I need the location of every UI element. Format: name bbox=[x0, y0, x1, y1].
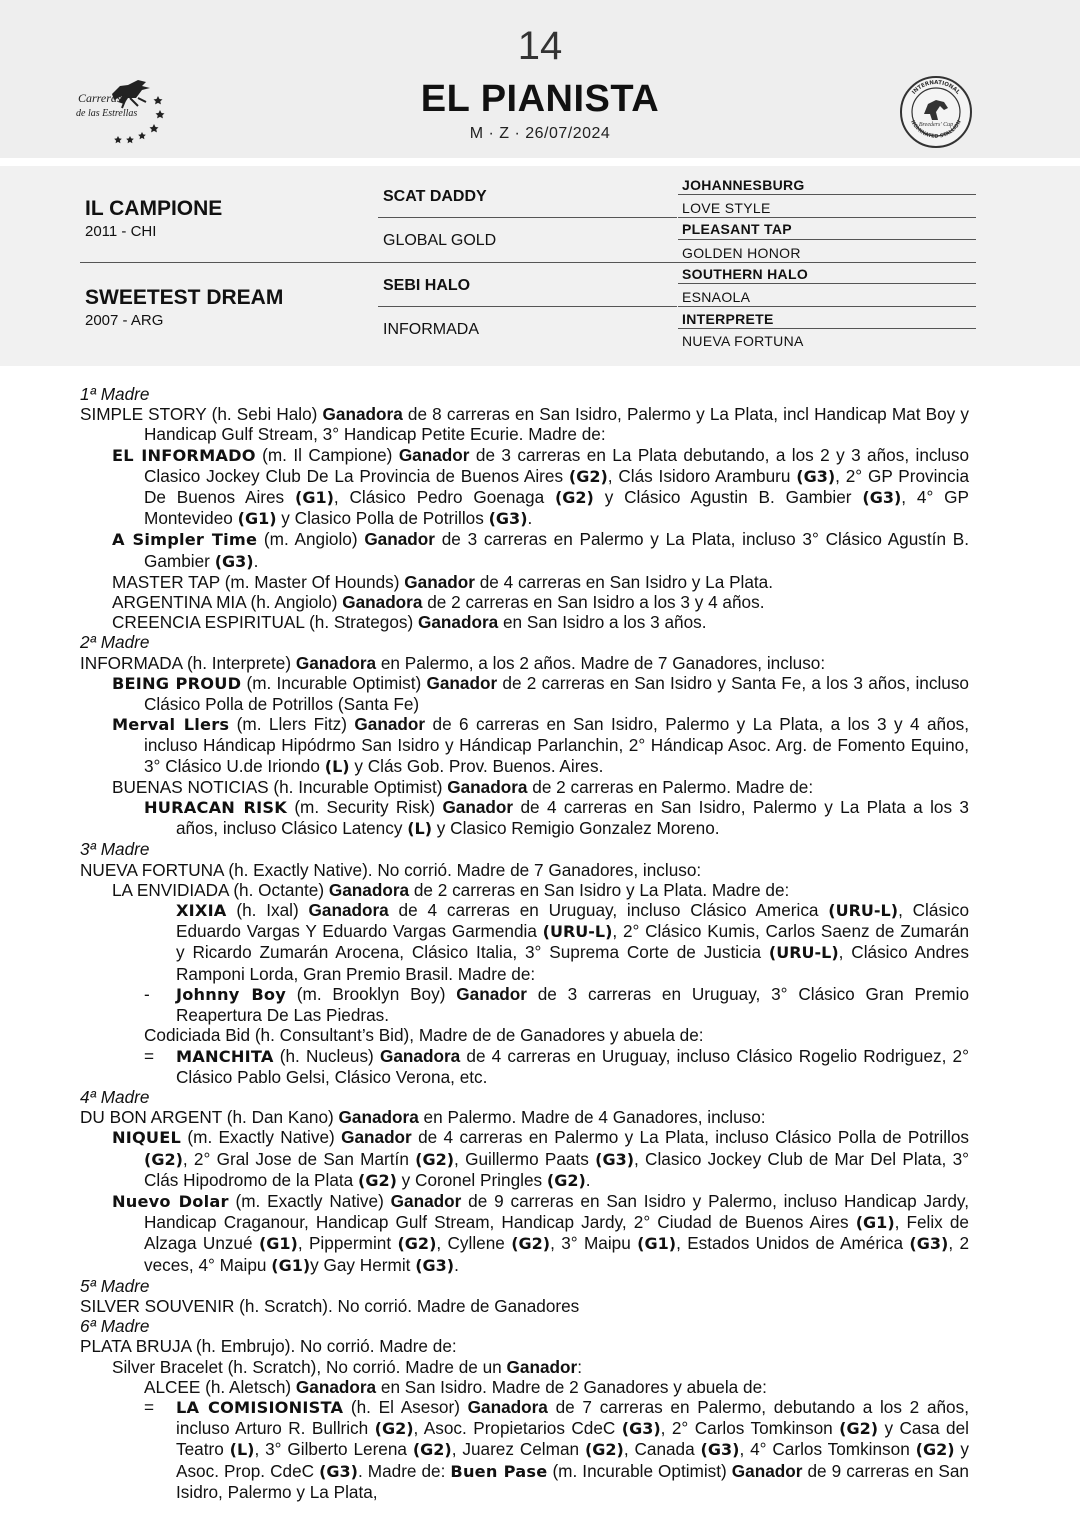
dam-entry-6: PLATA BRUJA (h. Embrujo). No corrió. Madre de: bbox=[80, 1336, 457, 1357]
dam-heading-6: 6ª Madre bbox=[80, 1316, 150, 1337]
dam-dam: INFORMADA bbox=[383, 321, 479, 338]
horse-details: M · Z · 26/07/2024 bbox=[469, 125, 611, 142]
breeders-cup-seal bbox=[898, 74, 974, 150]
ggp-3: PLEASANT TAP bbox=[682, 221, 792, 237]
produce-entry: ARGENTINA MIA (h. Angiolo) Ganadora de 2 carreras en San Isidro a los 3 y 4 años. bbox=[112, 592, 765, 613]
dam-heading-4: 4ª Madre bbox=[80, 1086, 150, 1107]
page-header bbox=[0, 0, 1080, 158]
produce-entry: BEING PROUD (m. Incurable Optimist) Ganador de 2 carreras en San Isidro y Santa Fe, a los 3 años, incluso Clásico Polla de Potrillos (Santa Fe) bbox=[112, 672, 969, 715]
dam-heading-2: 2ª Madre bbox=[80, 632, 150, 653]
pedigree-divider bbox=[378, 217, 677, 218]
produce-entry: ALCEE (h. Aletsch) Ganadora en San Isidro. Madre de 2 Ganadores y abuela de: bbox=[144, 1376, 767, 1397]
produce-entry: MASTER TAP (m. Master Of Hounds) Ganador de 4 carreras en San Isidro y La Plata. bbox=[112, 571, 774, 592]
ggp-5: SOUTHERN HALO bbox=[682, 266, 809, 282]
ggp-1: JOHANNESBURG bbox=[682, 177, 805, 193]
produce-entry: CREENCIA ESPIRITUAL (h. Strategos) Ganadora en San Isidro a los 3 años. bbox=[112, 612, 707, 633]
dam-entry-4: DU BON ARGENT (h. Dan Kano) Ganadora en Palermo. Madre de 4 Ganadores, incluso: bbox=[80, 1107, 766, 1128]
family-section bbox=[80, 384, 969, 1502]
ggp-2: LOVE STYLE bbox=[682, 200, 771, 216]
pedigree-divider bbox=[378, 306, 677, 307]
dam-entry-3: NUEVA FORTUNA (h. Exactly Native). No corrió. Madre de 7 Ganadores, incluso: bbox=[80, 859, 702, 880]
dam-heading-3: 3ª Madre bbox=[80, 839, 150, 860]
produce-entry: = MANCHITA (h. Nucleus) Ganadora de 4 carreras en Uruguay, incluso Clásico Rogelio Rodriguez, 2° Clásico Pablo Gelsi, Clásico Verona, etc. bbox=[144, 1045, 969, 1087]
dam-entry-1: SIMPLE STORY (h. Sebi Halo) Ganadora de 8 carreras en San Isidro, Palermo y La Plata, incl Handicap Mat Boy y Handicap Gulf Stream, 3° Handicap Petite Ecurie. Madre de: bbox=[80, 404, 969, 445]
dam-heading-5: 5ª Madre bbox=[80, 1275, 150, 1296]
sire-sire: SCAT DADDY bbox=[383, 188, 487, 205]
ggp-4: GOLDEN HONOR bbox=[682, 245, 801, 261]
ggp-7: INTERPRETE bbox=[682, 311, 774, 327]
dam-sire: SEBI HALO bbox=[383, 277, 471, 294]
produce-entry: BUENAS NOTICIAS (h. Incurable Optimist) Ganadora de 2 carreras en Palermo. Madre de: bbox=[112, 776, 814, 797]
sire-name: IL CAMPIONE bbox=[85, 197, 223, 220]
pedigree-divider bbox=[678, 283, 976, 284]
ggp-6: ESNAOLA bbox=[682, 289, 751, 305]
produce-entry: Silver Bracelet (h. Scratch), No corrió. Madre de un Ganador: bbox=[112, 1356, 582, 1377]
carreras-estrellas-logo bbox=[72, 76, 172, 146]
dam-heading-1: 1ª Madre bbox=[80, 384, 150, 404]
produce-entry: LA ENVIDIADA (h. Octante) Ganadora de 2 carreras en San Isidro y La Plata. Madre de: bbox=[112, 879, 790, 900]
seal-text-top: INTERNATIONAL bbox=[911, 79, 961, 96]
sire-info: 2011 - CHI bbox=[85, 223, 157, 240]
produce-entry: XIXIA (h. Ixal) Ganadora de 4 carreras en Uruguay, incluso Clásico America (URU-L), Clásico Eduardo Vargas Y Eduardo Vargas Garmendia (URU-L), 2° Clásico Kumis, Carlos Saenz de Zumarán y Ricardo Zumarán Arocena, Clásico Italia, 3° Suprema Corte de Justicia (URU-L), Clásico Andres Ramponi Lorda, Gran Premio Brasil. Madre de: bbox=[176, 900, 970, 984]
pedigree-divider bbox=[80, 262, 976, 263]
seal-text-center: Breeders' Cup bbox=[918, 122, 954, 128]
logo-text-2: de las Estrellas bbox=[76, 108, 138, 119]
pedigree-table bbox=[0, 166, 1080, 366]
produce-entry: Codiciada Bid (h. Consultant’s Bid), Madre de de Ganadores y abuela de: bbox=[144, 1025, 704, 1046]
produce-entry: EL INFORMADO (m. Il Campione) Ganador de 3 carreras en La Plata debutando, a los 2 y 3 años, incluso Clasico Jockey Club De La Provincia de Buenos Aires (G2), Clás Isidoro Aramburu (G3), 2° GP Provincia De Buenos Aires (G1), Clásico Pedro Goenaga (G2) y Clásico Agustin B. Gambier (G3), 4° GP Montevideo (G1) y Clasico Polla de Potrillos (G3). bbox=[112, 444, 969, 529]
dam-entry-5: SILVER SOUVENIR (h. Scratch). No corrió. Madre de Ganadores bbox=[80, 1295, 580, 1316]
produce-entry: A Simpler Time (m. Angiolo) Ganador de 3 carreras en Palermo y La Plata, incluso 3° Clásico Agustín B. Gambier (G3). bbox=[112, 529, 969, 571]
pedigree-divider bbox=[678, 306, 976, 307]
sire-dam: GLOBAL GOLD bbox=[383, 232, 497, 249]
pedigree-divider bbox=[678, 194, 976, 195]
seal-text-bottom: NOMINATED STALLION bbox=[909, 119, 963, 140]
produce-entry: - Johnny Boy (m. Brooklyn Boy) Ganador de 3 carreras en Uruguay, 3° Clásico Gran Premio Reapertura De Las Piedras. bbox=[144, 983, 969, 1026]
lot-number: 14 bbox=[517, 24, 563, 68]
dam-entry-2: INFORMADA (h. Interprete) Ganadora en Palermo, a los 2 años. Madre de 7 Ganadores, incluso: bbox=[80, 652, 826, 673]
ggp-8: NUEVA FORTUNA bbox=[682, 333, 804, 349]
produce-entry: NIQUEL (m. Exactly Native) Ganador de 4 carreras en Palermo y La Plata, incluso Clásico Polla de Potrillos (G2), 2° Gral Jose de San Martín (G2), Guillermo Paats (G3), Clasico Jockey Club de Mar Del Plata, 3° Clás Hipodromo de la Plata (G2) y Coronel Pringles (G2). bbox=[112, 1127, 970, 1190]
dam-info: 2007 - ARG bbox=[85, 312, 164, 329]
pedigree-divider bbox=[678, 328, 976, 329]
pedigree-divider bbox=[678, 239, 976, 240]
produce-entry: Nuevo Dolar (m. Exactly Native) Ganador de 9 carreras en San Isidro y Palermo, incluso Handicap Jardy, Handicap Craganour, Handicap Gulf Stream, Handicap Jardy, 2° Ciudad de Buenos Aires (G1), Felix de Alzaga Unzué (G1), Pippermint (G2), Cyllene (G2), 3° Maipu (G1), Estados Unidos de América (G3), 2 veces, 4° Maipu (G1)y Gay Hermit (G3). bbox=[112, 1190, 969, 1275]
pedigree-divider bbox=[678, 217, 976, 218]
dam-name: SWEETEST DREAM bbox=[85, 286, 284, 309]
horse-name: EL PIANISTA bbox=[420, 78, 660, 120]
produce-entry: Merval Llers (m. Llers Fitz) Ganador de 6 carreras en San Isidro, Palermo y La Plata, a los 3 y 4 años, incluso Hándicap Hipódrmo San Isidro y Hándicap Parlanchin, 2° Hándicap Asoc. Arg. de Fomento Equino, 3° Clásico U.de Iriondo (L) y Clás Gob. Prov. Buenos. Aires. bbox=[112, 714, 969, 776]
logo-text-1: Carreras bbox=[78, 91, 122, 105]
produce-entry: HURACAN RISK (m. Security Risk) Ganador de 4 carreras en San Isidro, Palermo y La Plata a los 3 años, incluso Clásico Latency (L) y Clasico Remigio Gonzalez Moreno. bbox=[144, 797, 969, 839]
produce-entry: = LA COMISIONISTA (h. El Asesor) Ganadora de 7 carreras en Palermo, debutando a los 2 años, incluso Arturo R. Bullrich (G2), Asoc. Propietarios CdeC (G3), 2° Carlos Tomkinson (G2) y Casa del Teatro (L), 3° Gilberto Lerena (G2), Juarez Celman (G2), Canada (G3), 4° Carlos Tomkinson (G2) y Asoc. Prop. CdeC (G3). Madre de: Buen Pase (m. Incurable Optimist) Ganador de 9 carreras en San Isidro, Palermo y La Plata, bbox=[144, 1396, 969, 1502]
